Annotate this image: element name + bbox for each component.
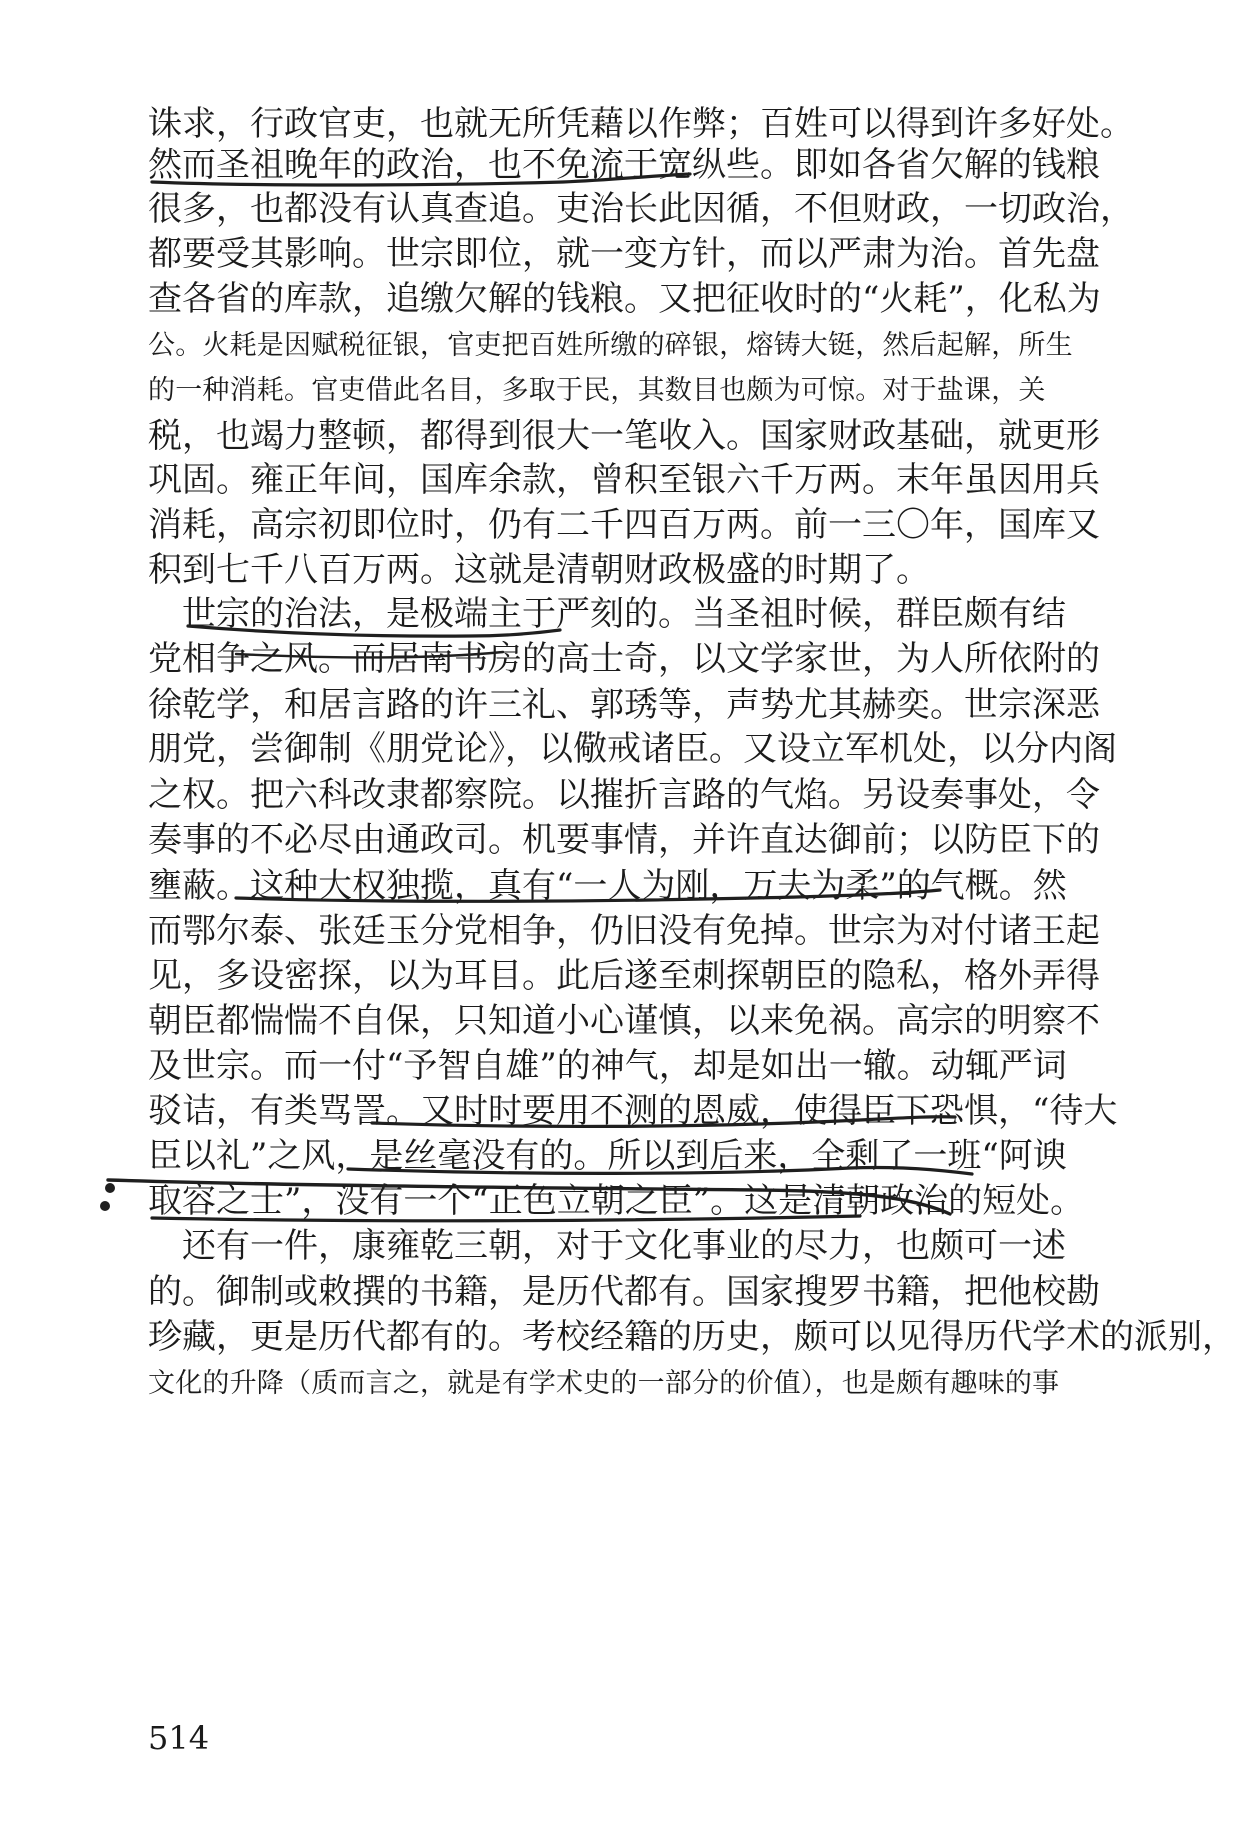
text-line: 之权。把六科改隶都察院。以摧折言路的气焰。另设奏事处，令 bbox=[148, 775, 1100, 815]
text-line: 党相争之风。而居南书房的高士奇，以文学家世，为人所依附的 bbox=[148, 639, 1100, 679]
text-line-small: 公。火耗是因赋税征银，官吏把百姓所缴的碎银，熔铸大铤，然后起解，所生 bbox=[148, 330, 1073, 361]
text-line: 消耗，高宗初即位时，仍有二千四百万两。前一三〇年，国库又 bbox=[148, 505, 1100, 545]
text-line: 积到七千八百万两。这就是清朝财政极盛的时期了。 bbox=[148, 550, 930, 590]
text-line: 臣以礼”之风，是丝毫没有的。所以到后来，全剩了一班“阿谀 bbox=[148, 1136, 1067, 1176]
text-line: 诛求，行政官吏，也就无所凭藉以作弊；百姓可以得到许多好处。 bbox=[148, 104, 1134, 144]
text-line: 而鄂尔泰、张廷玉分党相争，仍旧没有免掉。世宗为对付诸王起 bbox=[148, 911, 1100, 951]
text-line: 壅蔽。这种大权独揽，真有“一人为刚，万夫为柔”的气概。然 bbox=[148, 866, 1067, 906]
text-line: 奏事的不必尽由通政司。机要事情，并许直达御前；以防臣下的 bbox=[148, 820, 1100, 860]
text-line: 及世宗。而一付“予智自雄”的神气，却是如出一辙。动辄严词 bbox=[148, 1046, 1067, 1086]
page-number: 514 bbox=[148, 1719, 210, 1757]
text-line: 然而圣祖晚年的政治，也不免流于宽纵些。即如各省欠解的钱粮 bbox=[148, 145, 1100, 185]
text-line: 朋党，尝御制《朋党论》，以儆戒诸臣。又设立军机处，以分内阁 bbox=[148, 729, 1117, 769]
paragraph-start-line: 还有一件，康雍乾三朝，对于文化事业的尽力，也颇可一述 bbox=[182, 1226, 1066, 1266]
text-line: 徐乾学，和居言路的许三礼、郭琇等，声势尤其赫奕。世宗深恶 bbox=[148, 685, 1100, 725]
paragraph-start-line: 世宗的治法，是极端主于严刻的。当圣祖时候，群臣颇有结 bbox=[182, 594, 1066, 634]
margin-dot-mark bbox=[100, 1183, 115, 1211]
text-line: 见，多设密探，以为耳目。此后遂至刺探朝臣的隐私，格外弄得 bbox=[148, 956, 1100, 996]
text-line-small: 文化的升降（质而言之，就是有学术史的一部分的价值），也是颇有趣味的事 bbox=[148, 1368, 1060, 1399]
text-line: 巩固。雍正年间，国库余款，曾积至银六千万两。末年虽因用兵 bbox=[148, 460, 1100, 500]
text-line: 都要受其影响。世宗即位，就一变方针，而以严肃为治。首先盘 bbox=[148, 234, 1100, 274]
text-line-small: 的一种消耗。官吏借此名目，多取于民，其数目也颇为可惊。对于盐课，关 bbox=[148, 375, 1046, 406]
text-line: 珍藏，更是历代都有的。考校经籍的历史，颇可以见得历代学术的派别， bbox=[148, 1317, 1236, 1357]
text-line: 取容之士”，没有一个“正色立朝之臣”。这是清朝政治的短处。 bbox=[148, 1181, 1085, 1221]
text-line: 的。御制或敕撰的书籍，是历代都有。国家搜罗书籍，把他校勘 bbox=[148, 1272, 1100, 1312]
text-line: 很多，也都没有认真查追。吏治长此因循，不但财政，一切政治， bbox=[148, 189, 1134, 229]
text-line: 税，也竭力整顿，都得到很大一笔收入。国家财政基础，就更形 bbox=[148, 416, 1100, 456]
text-line: 驳诘，有类骂詈。又时时要用不测的恩威，使得臣下恐惧，“待大 bbox=[148, 1091, 1118, 1131]
text-line: 查各省的库款，追缴欠解的钱粮。又把征收时的“火耗”，化私为 bbox=[148, 279, 1101, 319]
text-line: 朝臣都惴惴不自保，只知道小心谨慎，以来免祸。高宗的明察不 bbox=[148, 1001, 1100, 1041]
